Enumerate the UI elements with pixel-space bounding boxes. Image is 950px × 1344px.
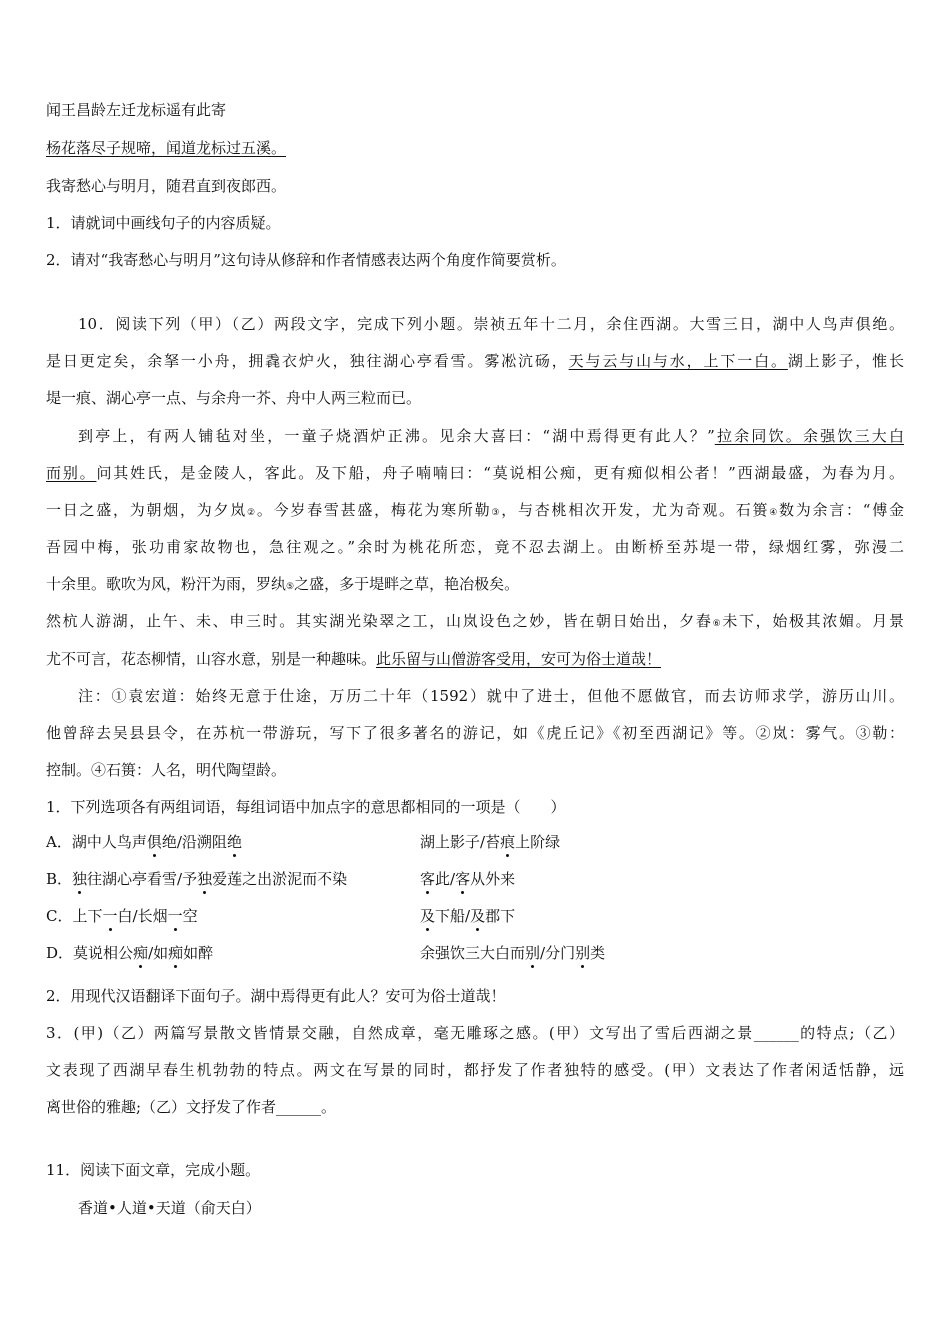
sub-question-3-cont: 文表现了西湖早春生机勃勃的特点。两文在写景的同时，都抒发了作者独特的感受。(甲）文表达了作者闲适恬静，远 [46,1061,904,1079]
passage-line: 而别。问其姓氏，是金陵人，客此。及下船，舟子喃喃曰：“莫说相公痴，更有痴似相公者！”西湖最盛，为春为月。 [46,464,904,482]
note-line: 他曾辞去吴县县令，在苏杭一带游玩，写下了很多著名的游记，如《虎丘记》《初至西湖记》等。②岚：雾气。③勒： [46,724,904,742]
passage-line: 十余里。歌吹为风，粉汗为雨，罗纨⑤之盛，多于堤畔之草，艳冶极矣。 [46,575,520,593]
passage-line: 吾园中梅，张功甫家故物也，急往观之。”余时为桃花所恋，竟不忍去湖上。由断桥至苏堤一带，绿烟红雾，弥漫二 [46,538,904,556]
note-line: 注：①袁宏道：始终无意于仕途，万历二十年（1592）就中了进士，但他不愿做官，而去访师求学，游历山川。 [78,687,904,705]
option-c-right: 及下船/及郡下 [420,907,516,925]
option-c-left: C．上下一白/长烟一空 [46,907,198,925]
option-b-right: 客此/客从外来 [420,870,516,888]
sub-question-3: 3．(甲)（乙）两篇写景散文皆情景交融，自然成章，毫无雕琢之感。(甲）文写出了雪后西湖之景______的特点;（乙） [46,1024,904,1042]
poem-title: 闻王昌龄左迁龙标遥有此寄 [46,101,227,119]
question-text: 1．请就词中画线句子的内容质疑。 [46,214,281,232]
passage-line: 10．阅读下列（甲）（乙）两段文字，完成下列小题。崇祯五年十二月，余住西湖。大雪三日，湖中人鸟声俱绝。 [78,315,904,333]
passage-line: 到亭上，有两人铺毡对坐，一童子烧酒炉正沸。见余大喜曰：“湖中焉得更有此人？”拉余同饮。余强饮三大白 [78,427,904,445]
passage-line: 尤不可言，花态柳情，山容水意，别是一种趣味。此乐留与山僧游客受用，安可为俗士道哉！ [46,650,662,668]
note-line: 控制。④石篑：人名，明代陶望龄。 [46,761,287,779]
option-a-left: A．湖中人鸟声俱绝/沿溯阻绝 [46,833,242,851]
option-d-right: 余强饮三大白而别/分门别类 [420,944,606,962]
option-a-right: 湖上影子/苔痕上阶绿 [420,833,561,851]
passage-line: 是日更定矣，余拏一小舟，拥毳衣炉火，独往湖心亭看雪。雾凇沆砀，天与云与山与水，上下一白。湖上影子，惟长 [46,352,904,370]
sub-question-3-end: 离世俗的雅趣;（乙）文抒发了作者______。 [46,1098,337,1116]
article-title: 香道•人道•天道（俞天白） [78,1199,261,1217]
passage-line: 堤一痕、湖心亭一点、与余舟一芥、舟中人两三粒而已。 [46,389,422,407]
question-text: 2．请对“我寄愁心与明月”这句诗从修辞和作者情感表达两个角度作简要赏析。 [46,251,566,269]
poem-line-underlined: 杨花落尽子规啼，闻道龙标过五溪。 [46,139,287,157]
passage-line: 一日之盛，为朝烟，为夕岚②。今岁春雪甚盛，梅花为寒所勒③，与杏桃相次开发，尤为奇观。石篑④数为余言：“傅金 [46,501,904,519]
sub-question-1: 1．下列选项各有两组词语，每组词语中加点字的意思都相同的一项是（ ） [46,798,566,816]
poem-line: 我寄愁心与明月，随君直到夜郎西。 [46,177,287,195]
sub-question-2: 2．用现代汉语翻译下面句子。湖中焉得更有此人？安可为俗士道哉！ [46,987,506,1005]
option-b-left: B．独往湖心亭看雪/予独爱莲之出淤泥而不染 [46,870,348,888]
option-d-left: D．莫说相公痴/如痴如醉 [46,944,214,962]
passage-line: 然杭人游湖，止午、未、申三时。其实湖光染翠之工，山岚设色之妙，皆在朝日始出，夕舂⑥未下，始极其浓媚。月景 [46,612,904,630]
question-11-intro: 11．阅读下面文章，完成小题。 [46,1161,261,1179]
